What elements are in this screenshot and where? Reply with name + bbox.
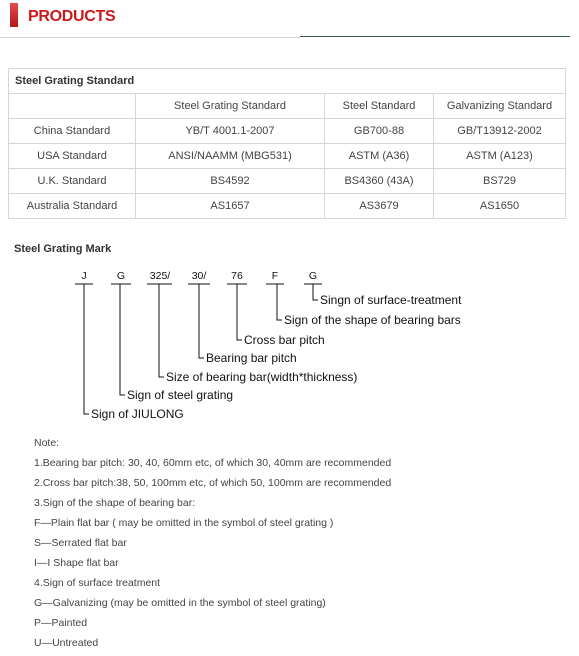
table-row	[9, 169, 566, 194]
note-line: 3.Sign of the shape of bearing bar:	[34, 497, 196, 509]
mark-label: Singn of surface-treatment	[320, 293, 462, 307]
table-cell: GB/T13912-2002	[434, 119, 566, 144]
standards-table	[8, 68, 566, 219]
mark-code: G	[308, 270, 318, 282]
mark-label: Sign of steel grating	[127, 388, 234, 402]
note-line: 1.Bearing bar pitch: 30, 40, 60mm etc, of which 30, 40mm are recommended	[34, 457, 392, 469]
mark-code: 76	[231, 270, 243, 282]
mark-label: Sign of the shape of bearing bars	[284, 313, 461, 327]
note-line: Note:	[34, 437, 60, 449]
table-cell: BS4592	[136, 169, 325, 194]
table-row	[9, 119, 566, 144]
mark-code: F	[271, 270, 279, 282]
mark-code: 30/	[191, 270, 207, 282]
column-header: Steel Standard	[325, 94, 434, 119]
table-caption: Steel Grating Standard	[9, 69, 566, 94]
mark-section-title: Steel Grating Mark	[14, 243, 112, 255]
column-header: Galvanizing Standard	[434, 94, 566, 119]
note-line: P—Painted	[34, 617, 88, 629]
table-cell: ASTM (A123)	[434, 144, 566, 169]
note-line: 4.Sign of surface treatment	[34, 577, 161, 589]
column-header	[9, 94, 136, 119]
mark-label: Bearing bar pitch	[206, 351, 297, 365]
mark-diagram	[0, 266, 579, 426]
table-cell: BS729	[434, 169, 566, 194]
notes-section	[34, 436, 574, 656]
table-cell: ASTM (A36)	[325, 144, 434, 169]
mark-label: Cross bar pitch	[244, 333, 325, 347]
header-divider	[0, 37, 300, 38]
note-line: F—Plain flat bar ( may be omitted in the symbol of steel grating )	[34, 517, 334, 529]
table-cell: ANSI/NAAMM (MBG531)	[136, 144, 325, 169]
note-line: 2.Cross bar pitch:38, 50, 100mm etc, of which 50, 100mm are recommended	[34, 477, 392, 489]
note-line: G—Galvanizing (may be omitted in the symbol of steel grating)	[34, 597, 326, 609]
mark-label: Size of bearing bar(width*thickness)	[166, 370, 358, 384]
table-cell: BS4360 (43A)	[325, 169, 434, 194]
table-cell: AS3679	[325, 194, 434, 219]
mark-label: Sign of JIULONG	[91, 407, 184, 421]
page-header	[0, 0, 579, 38]
page-title: PRODUCTS	[28, 8, 116, 25]
table-cell: AS1650	[434, 194, 566, 219]
table-cell: U.K. Standard	[9, 169, 136, 194]
table-cell: USA Standard	[9, 144, 136, 169]
header-divider-accent	[300, 36, 570, 37]
table-cell: China Standard	[9, 119, 136, 144]
table-cell: AS1657	[136, 194, 325, 219]
note-line: I—I Shape flat bar	[34, 557, 119, 569]
note-line: S—Serrated flat bar	[34, 537, 127, 549]
table-row	[9, 144, 566, 169]
table-cell: GB700-88	[325, 119, 434, 144]
table-cell: YB/T 4001.1-2007	[136, 119, 325, 144]
table-cell: Australia Standard	[9, 194, 136, 219]
mark-code: 325/	[149, 270, 171, 282]
table-row	[9, 194, 566, 219]
mark-code: J	[81, 270, 87, 282]
note-line: U—Untreated	[34, 637, 99, 649]
mark-code: G	[116, 270, 126, 282]
table-header-row	[9, 94, 566, 119]
column-header: Steel Grating Standard	[136, 94, 325, 119]
header-accent-bar	[10, 3, 18, 27]
